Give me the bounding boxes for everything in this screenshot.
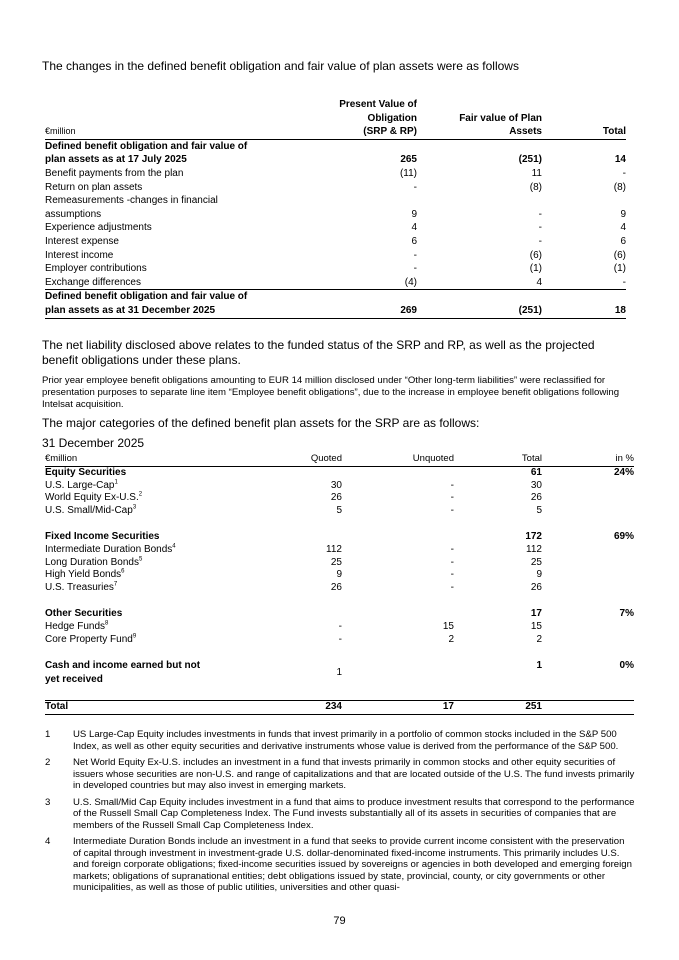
table-row: Interest income - (6) (6) [45,249,626,261]
table-row: U.S. Treasuries$^7$ 26 - 26 [45,581,542,594]
table-header-row [45,98,626,139]
pv-header: Present Value of Obligation (SRP & RP) [339,99,417,138]
table-row: Long Duration Bonds$^5$ 25 - 25 [45,556,542,568]
table-row: U.S. Large-Cap$^1$ 30 - 30 [45,479,542,491]
table-row: Employer contributions - (1) (1) [45,263,626,275]
obligation-changes-table [45,98,626,319]
table-header-row: €million Quoted Unquoted Total in % [45,453,634,466]
table-row: Core Property Fund$^9$ - 2 2 [45,633,542,645]
table-row: High Yield Bonds$^6$ 9 - 9 [45,569,542,581]
table-row: Benefit payments from the plan (11) 11 - [45,167,626,179]
table-row: Hedge Funds$^8$ - 15 15 [45,620,542,632]
table-row: Return on plan assets - (8) (8) [45,181,626,193]
table-row: assumptions 9 - 9 [45,208,626,220]
fv-header: Fair value of Plan Assets [459,112,542,138]
reclassification-paragraph: Prior year employee benefit obligations amounting to EUR 14 million disclosed under “Other long-term liabilities” were reclassified for presentation purposes to separate line item “Employee benefit obligations”, due to the increase in employee benefit obligations following Intelsat acquisition. [42,375,620,410]
grand-total-row: Total 234 17 251 [45,701,634,715]
unit-header: €million [45,126,76,137]
closing-row: Defined benefit obligation and fair value of plan assets as at 31 December 2025 269 (251) 18 [45,290,626,318]
footnote: 2 Net World Equity Ex-U.S. includes an investment in a fund that invests primarily in common stocks and other equity securities of issuers whose securities are non-U.S. and range of capitalizations and that are located outside of the U.S. The fund invests primarily in developed countries but may also invest in emerging markets. [45,757,635,791]
table-date: 31 December 2025 [42,436,145,450]
table-row: U.S. Small/Mid-Cap$^3$ 5 - 5 [45,504,542,517]
section-fixed-income: Fixed Income Securities 172 69% [45,530,634,542]
opening-row: Defined benefit obligation and fair value of plan assets as at 17 July 2025 265 (251) 14 [45,140,626,166]
footnote: 1 US Large-Cap Equity includes investments in funds that invest primarily in a portfolio of common stocks included in the S&P 500 Index, as well as other equity securities and derivative instruments whose value is derived from the performance of the S&P 500. [45,729,619,752]
intro-text: The changes in the defined benefit obligation and fair value of plan assets were as follows [42,59,519,73]
categories-paragraph: The major categories of the defined benefit plan assets for the SRP are as follows: [42,416,480,430]
section-other: Other Securities 17 7% [45,607,634,619]
plan-assets-table [45,453,634,715]
table-row: Experience adjustments 4 - 4 [45,222,626,234]
total-header: Total [602,126,626,138]
footnote: 4 Intermediate Duration Bonds include an investment in a fund that seeks to provide current income consistent with the preservation of capital through investment in investment-grade U.S. dollar-denominated fixed-income instruments. This primarily includes U.S. and foreign corporate obligations; fixed-income securities issued by sovereigns or agencies in both developed and emerging foreign markets; obligations of supranational entities; debt obligations issued by state, provincial, county, or city governments or other municipalities, as well as those of public utilities, universities and other quasi- [45,836,632,893]
footnotes [45,729,635,899]
section-equity: Equity Securities 61 24% [45,466,634,478]
footnote: 3 U.S. Small/Mid Cap Equity includes investment in a fund that aims to produce investment results that correspond to the performance of the Russell Small Cap Completeness Index. The Fund invests substantially all of its assets in securities of companies that are members of the Russell Small Cap Completeness Index. [45,796,635,831]
section-cash: Cash and income earned but not yet received 1 1 0% [45,660,634,686]
table-row: Remeasurements -changes in financial [45,195,218,207]
table-row: World Equity Ex-U.S.$^2$ 26 - 26 [45,492,542,504]
table-row: Exchange differences (4) 4 - [45,276,626,288]
table-row: Interest expense 6 - 6 [45,235,626,247]
page-number: 79 [333,915,346,927]
table-row: Intermediate Duration Bonds$^4$ 112 - 112 [45,543,542,555]
net-liability-paragraph: The net liability disclosed above relates to the funded status of the SRP and RP, as well as the projected benefit obligations under these plans. [42,338,595,367]
